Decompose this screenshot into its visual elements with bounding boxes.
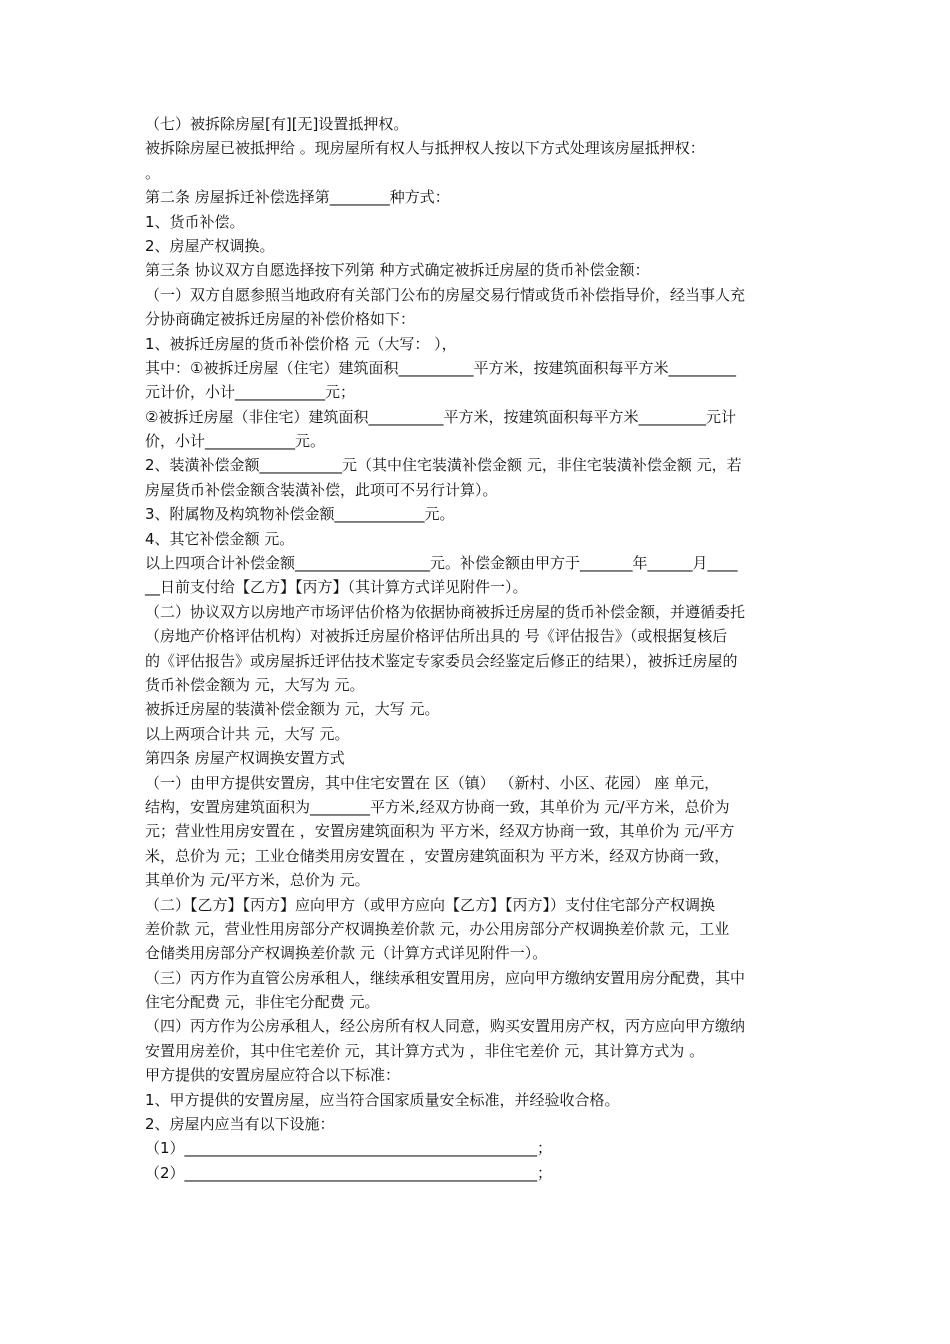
text-line: 1、甲方提供的安置房屋，应当符合国家质量安全标准，并经验收合格。 bbox=[145, 1090, 620, 1109]
text-line: 被拆迁房屋的装潢补偿金额为 元，大写 元。 bbox=[145, 700, 440, 719]
article-heading: 第三条 协议双方自愿选择按下列第 种方式确定被拆迁房屋的货币补偿金额： bbox=[145, 261, 650, 280]
text-line: （四）丙方作为公房承租人，经公房所有权人同意，购买安置用房产权，丙方应向甲方缴纳 bbox=[145, 1017, 746, 1036]
text-line: 仓储类用房部分产权调换差价款 元（计算方式详见附件一）。 bbox=[145, 944, 548, 963]
text-line: 2、装潢补偿金额___________元（其中住宅装潢补偿金额 元，非住宅装潢补偿金额 元，若 bbox=[145, 456, 742, 475]
text-line: 差价款 元，营业性用房部分产权调换差价款 元，办公用房部分产权调换差价款 元，工业 bbox=[145, 919, 730, 938]
text-line: 的《评估报告》或房屋拆迁评估技术鉴定专家委员会经鉴定后修正的结果），被拆迁房屋的 bbox=[145, 651, 738, 670]
text-line: __日前支付给【乙方】【丙方】（其计算方式详见附件一）。 bbox=[145, 578, 528, 597]
text-line: （一）双方自愿参照当地政府有关部门公布的房屋交易行情或货币补偿指导价，经当事人充 bbox=[145, 285, 746, 304]
text-line: 2、房屋内应当有以下设施： bbox=[145, 1115, 335, 1134]
document-body bbox=[145, 112, 810, 1185]
text-line: 以上两项合计共 元，大写 元。 bbox=[145, 724, 350, 743]
text-line: 元；营业性用房安置在 ，安置房建筑面积为 平方米，经双方协商一致，其单价为 元/平方 bbox=[145, 822, 735, 841]
text-line: ②被拆迁房屋（非住宅）建筑面积__________平方米，按建筑面积每平方米_________元计 bbox=[145, 407, 736, 426]
text-line: 结构，安置房建筑面积为________平方米,经双方协商一致，其单价为 元/平方米，总价为 bbox=[145, 797, 730, 816]
text-line: 。 bbox=[145, 163, 161, 182]
text-line: 分协商确定被拆迁房屋的补偿价格如下： bbox=[145, 310, 416, 329]
text-line: 元计价，小计____________元； bbox=[145, 383, 356, 402]
text-line: 被拆除房屋已被抵押给 。现房屋所有权人与抵押权人按以下方式处理该房屋抵押权： bbox=[145, 139, 705, 158]
text-line: （一）由甲方提供安置房，其中住宅安置在 区（镇） （新村、小区、花园） 座 单元， bbox=[145, 773, 720, 792]
text-line: 米，总价为 元；工业仓储类用房安置在 ，安置房建筑面积为 平方米，经双方协商一致， bbox=[145, 846, 730, 865]
text-line: 4、其它补偿金额 元。 bbox=[145, 529, 295, 548]
article-heading: 第四条 房屋产权调换安置方式 bbox=[145, 749, 345, 768]
text-line: （2）_______________________________________________； bbox=[145, 1163, 553, 1182]
text-line: 1、被拆迁房屋的货币补偿价格 元（大写： ）， bbox=[145, 334, 457, 353]
text-line: （七）被拆除房屋[有][无]设置抵押权。 bbox=[145, 115, 409, 133]
text-line: 以上四项合计补偿金额__________________元。补偿金额由甲方于_______年______月____ bbox=[145, 554, 738, 573]
article-heading: 第二条 房屋拆迁补偿选择第________种方式： bbox=[145, 188, 450, 207]
text-line: 安置用房差价，其中住宅差价 元，其计算方式为 ，非住宅差价 元，其计算方式为 。 bbox=[145, 1041, 705, 1060]
text-line: 住宅分配费 元，非住宅分配费 元。 bbox=[145, 993, 380, 1012]
text-line: 甲方提供的安置房屋应符合以下标准： bbox=[145, 1066, 401, 1085]
text-line: （1）_______________________________________________； bbox=[145, 1139, 553, 1158]
text-line: （二）【乙方】【丙方】应向甲方（或甲方应向【乙方】【丙方】）支付住宅部分产权调换 bbox=[145, 895, 716, 914]
text-line: 其单价为 元/平方米，总价为 元。 bbox=[145, 871, 370, 890]
text-line: 1、货币补偿。 bbox=[145, 212, 245, 231]
text-line: 其中：①被拆迁房屋（住宅）建筑面积__________平方米，按建筑面积每平方米_________ bbox=[145, 358, 736, 377]
text-line: 房屋货币补偿金额含装潢补偿，此项可不另行计算）。 bbox=[145, 480, 498, 499]
text-line: （三）丙方作为直管公房承租人，继续承租安置用房，应向甲方缴纳安置用房分配费，其中 bbox=[145, 968, 746, 987]
text-line: 价，小计____________元。 bbox=[145, 432, 326, 451]
text-line: （二）协议双方以房地产市场评估价格为依据协商被拆迁房屋的货币补偿金额，并遵循委托 bbox=[145, 602, 746, 621]
text-line: 3、附属物及构筑物补偿金额____________元。 bbox=[145, 505, 455, 524]
text-line: （房地产价格评估机构）对被拆迁房屋价格评估所出具的 号《评估报告》（或根据复核后 bbox=[145, 627, 728, 646]
text-line: 货币补偿金额为 元，大写为 元。 bbox=[145, 675, 365, 694]
text-line: 2、房屋产权调换。 bbox=[145, 236, 275, 255]
